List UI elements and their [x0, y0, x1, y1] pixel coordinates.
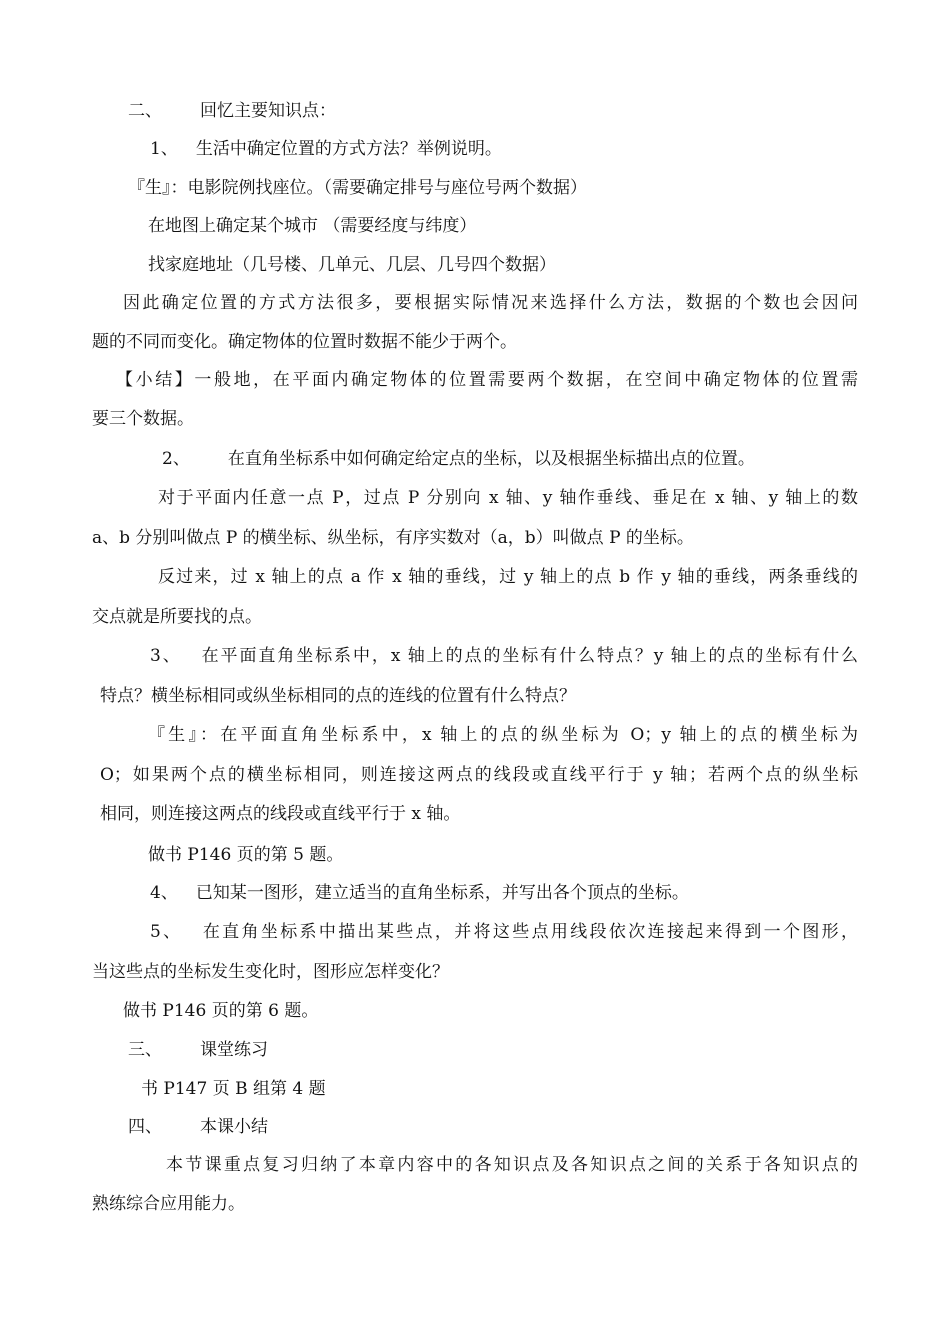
answer-line: O；如果两个点的横坐标相同，则连接这两点的线段或直线平行于 y 轴；若两个点的纵坐标 — [100, 765, 858, 785]
homework-line: 做书 P146 页的第 5 题。 — [148, 845, 344, 865]
section-number: 四、 — [128, 1117, 162, 1137]
paragraph-line: 对于平面内任意一点 P，过点 P 分别向 x 轴、y 轴作垂线、垂足在 x 轴、y 轴上的数 — [158, 488, 858, 508]
answer-line: 找家庭地址（几号楼、几单元、几层、几号四个数据） — [148, 255, 556, 275]
paragraph-line: 交点就是所要找的点。 — [92, 607, 262, 627]
answer-line: 『生』：电影院例找座位。（需要确定排号与座位号两个数据） — [128, 178, 587, 198]
question-text: 已知某一图形，建立适当的直角坐标系，并写出各个顶点的坐标。 — [195, 883, 689, 903]
conclusion-line: 本节课重点复习归纳了本章内容中的各知识点及各知识点之间的关系于各知识点的 — [166, 1155, 858, 1175]
conclusion-line: 熟练综合应用能力。 — [92, 1194, 245, 1214]
question-text: 在直角坐标系中描出某些点，并将这些点用线段依次连接起来得到一个图形， — [200, 922, 858, 942]
question-3 — [150, 645, 858, 667]
paragraph-line: a、b 分别叫做点 P 的横坐标、纵坐标，有序实数对（a，b）叫做点 P 的坐标。 — [92, 528, 694, 548]
section-number: 三、 — [128, 1040, 162, 1060]
question-number: 1、 — [150, 139, 178, 159]
answer-line: 『生』：在平面直角坐标系中，x 轴上的点的纵坐标为 O；y 轴上的点的横坐标为 — [148, 725, 858, 745]
exercise-line: 书 P147 页 B 组第 4 题 — [141, 1079, 326, 1099]
homework-line: 做书 P146 页的第 6 题。 — [123, 1001, 319, 1021]
question-number: 3、 — [150, 646, 182, 666]
question-number: 5、 — [150, 922, 183, 942]
summary-line: 【小结】一般地，在平面内确定物体的位置需要两个数据，在空间中确定物体的位置需 — [116, 370, 858, 390]
section-title: 本课小结 — [200, 1117, 268, 1137]
section-heading-2 — [128, 100, 336, 122]
question-text-line: 特点？横坐标相同或纵坐标相同的点的连线的位置有什么特点？ — [100, 686, 576, 706]
answer-line: 相同，则连接这两点的线段或直线平行于 x 轴。 — [100, 804, 461, 824]
section-number: 二、 — [128, 101, 162, 121]
question-text: 生活中确定位置的方式方法？举例说明。 — [195, 139, 502, 159]
paragraph-line: 题的不同而变化。确定物体的位置时数据不能少于两个。 — [92, 332, 517, 352]
summary-line: 要三个数据。 — [92, 409, 194, 429]
question-number: 2、 — [162, 449, 190, 469]
question-text: 在直角坐标系中如何确定给定点的坐标，以及根据坐标描出点的位置。 — [227, 449, 755, 469]
paragraph-line: 反过来，过 x 轴上的点 a 作 x 轴的垂线，过 y 轴上的点 b 作 y 轴的垂线，两条垂线的 — [158, 567, 858, 587]
question-text-line: 当这些点的坐标发生变化时，图形应怎样变化？ — [92, 962, 449, 982]
question-5 — [150, 921, 858, 943]
question-number: 4、 — [150, 883, 178, 903]
question-1 — [150, 138, 502, 160]
section-heading-4 — [128, 1116, 268, 1138]
section-heading-3 — [128, 1039, 268, 1061]
answer-line: 在地图上确定某个城市 （需要经度与纬度） — [148, 216, 477, 236]
paragraph-line: 因此确定位置的方式方法很多，要根据实际情况来选择什么方法，数据的个数也会因问 — [123, 293, 858, 313]
section-title: 课堂练习 — [200, 1040, 268, 1060]
question-4 — [150, 882, 689, 904]
section-title: 回忆主要知识点： — [200, 101, 336, 121]
question-text: 在平面直角坐标系中，x 轴上的点的坐标有什么特点？y 轴上的点的坐标有什么 — [199, 646, 858, 666]
question-2 — [162, 448, 755, 470]
